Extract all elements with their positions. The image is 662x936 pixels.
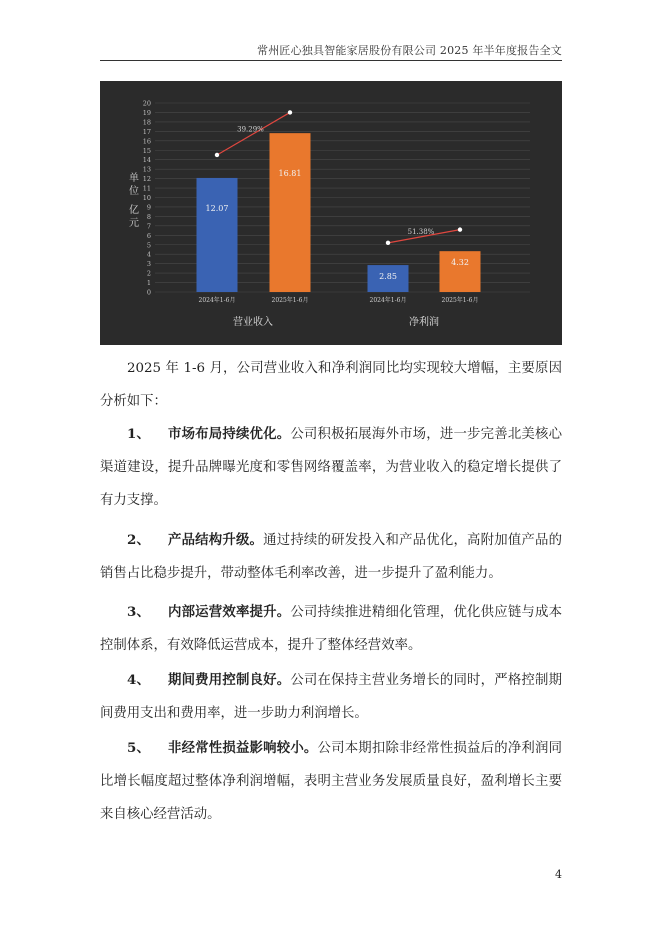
x-tick-label: 2025年1-6月	[441, 297, 479, 304]
y-tick-label: 11	[142, 184, 151, 193]
y-tick-label: 16	[142, 137, 151, 146]
list-item-lead: 产品结构升级。	[167, 532, 264, 548]
growth-point	[288, 110, 292, 114]
y-axis-label-char: 亿	[129, 205, 139, 216]
data-label: 16.81	[278, 169, 302, 179]
list-item-number: 5、	[127, 740, 151, 756]
growth-label: 39.29%	[237, 125, 264, 134]
list-item-text: 公司积极拓展海外市场，进一步完善北美核心渠道建设，提升品牌曝光度和零售网络覆盖率，为营业收入的稳定增长提供了有力支撑。	[100, 427, 563, 508]
growth-point	[458, 227, 462, 231]
y-tick-label: 9	[146, 203, 151, 212]
list-item-lead: 内部运营效率提升。	[167, 604, 291, 620]
growth-label: 51.38%	[407, 228, 435, 237]
y-tick-label: 0	[146, 288, 151, 297]
list-item-number: 4、	[127, 672, 151, 688]
list-item-number: 3、	[127, 604, 151, 620]
growth-point	[386, 241, 390, 245]
y-tick-label: 13	[142, 165, 151, 174]
y-tick-label: 2	[146, 269, 151, 278]
y-tick-label: 6	[146, 231, 151, 240]
y-tick-label: 20	[142, 99, 151, 108]
list-item-lead: 市场布局持续优化。	[167, 426, 291, 442]
list-item-lead: 非经常性损益影响较小。	[167, 740, 318, 756]
y-tick-label: 4	[146, 250, 151, 259]
list-item	[100, 524, 562, 590]
y-tick-label: 7	[146, 222, 151, 231]
list-item	[100, 664, 562, 730]
x-tick-label: 2024年1-6月	[198, 297, 236, 304]
bar-chart	[100, 81, 562, 345]
category-label: 营业收入	[233, 317, 273, 328]
list-item	[100, 732, 562, 831]
data-label: 4.32	[451, 258, 469, 268]
page-header: 常州匠心独具智能家居股份有限公司 2025 年半年度报告全文	[257, 44, 562, 57]
y-axis-label-char: 位	[129, 186, 139, 197]
bar	[197, 178, 238, 292]
list-item-text: 公司持续推进精细化管理，优化供应链与成本控制体系，有效降低运营成本，提升了整体经营效率。	[100, 605, 563, 653]
y-tick-label: 19	[142, 108, 151, 117]
y-axis-label-char: 单	[129, 173, 139, 184]
bar	[270, 133, 311, 292]
chart-svg	[100, 81, 562, 345]
list-item-text: 公司本期扣除非经常性损益后的净利润同比增长幅度超过整体净利润增幅，表明主营业务发展质量良好，盈利增长主要来自核心经营活动。	[100, 741, 563, 822]
y-tick-label: 8	[146, 212, 151, 221]
list-item-number: 1、	[127, 426, 151, 442]
list-item	[100, 596, 562, 662]
category-label: 净利润	[409, 317, 439, 328]
list-item-text: 通过持续的研发投入和产品优化，高附加值产品的销售占比稳步提升，带动整体毛利率改善，进一步提升了盈利能力。	[100, 533, 563, 581]
intro-paragraph: 2025 年 1-6 月，公司营业收入和净利润同比均实现较大增幅，主要原因分析如下：	[100, 361, 562, 409]
list-item-number: 2、	[127, 532, 151, 548]
list-item-lead: 期间费用控制良好。	[167, 672, 291, 688]
y-tick-label: 18	[142, 118, 151, 127]
y-tick-label: 17	[142, 127, 151, 136]
y-tick-label: 10	[142, 194, 151, 202]
x-tick-label: 2024年1-6月	[369, 297, 407, 304]
page-number: 4	[555, 868, 562, 881]
y-tick-label: 3	[146, 260, 151, 269]
y-tick-label: 5	[146, 241, 151, 250]
data-label: 2.85	[379, 272, 397, 282]
x-tick-label: 2025年1-6月	[271, 297, 309, 304]
list-item-text: 公司在保持主营业务增长的同时，严格控制期间费用支出和费用率，进一步助力利润增长。	[100, 673, 563, 721]
data-label: 12.07	[205, 204, 229, 214]
y-tick-label: 15	[142, 146, 151, 155]
growth-point	[215, 153, 219, 157]
y-axis-label-char: 元	[129, 218, 139, 229]
y-tick-label: 1	[146, 279, 151, 288]
list-item	[100, 418, 562, 517]
y-tick-label: 14	[142, 156, 151, 165]
header-rule	[100, 60, 562, 61]
y-tick-label: 12	[142, 175, 151, 184]
